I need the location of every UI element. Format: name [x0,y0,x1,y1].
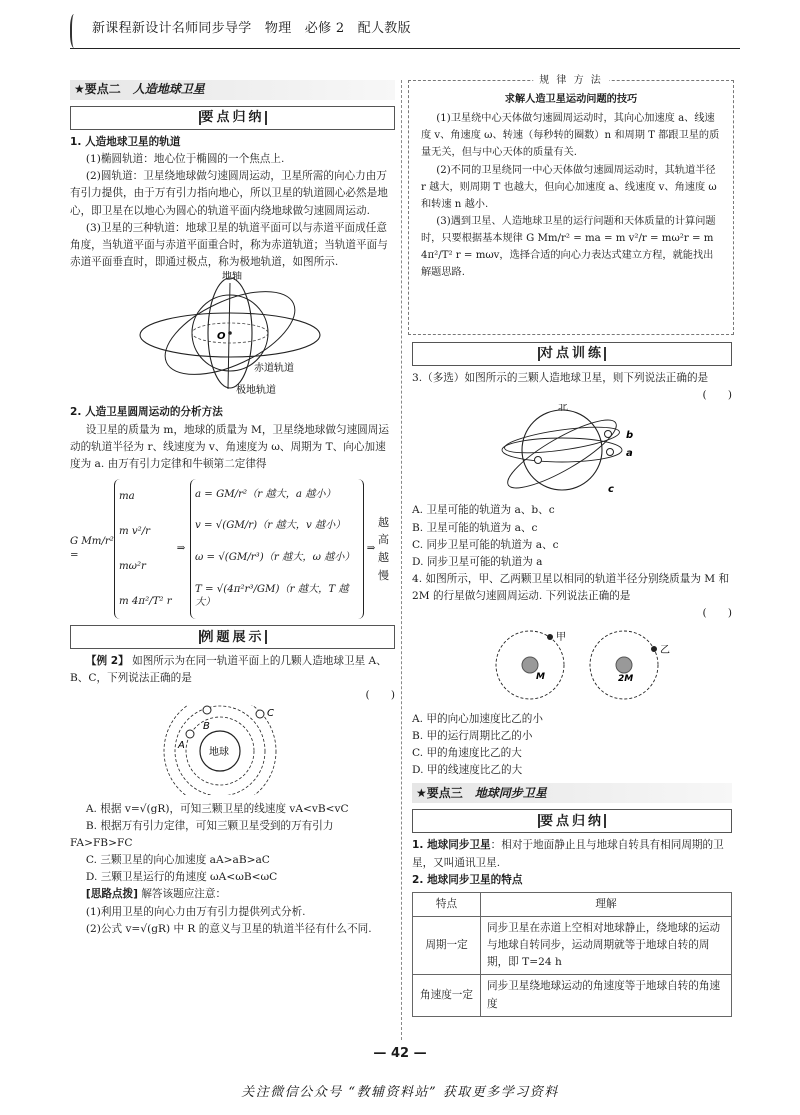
label-c: c [608,484,614,496]
table-row [413,916,732,974]
q3-option-d: D. 同步卫星可能的轨道为 a [412,555,543,568]
sync-def [412,837,732,871]
section1-title: 1. 人造地球卫星的轨道 [70,136,181,148]
q4-option-d: D. 甲的线速度比乙的大 [412,764,523,777]
table-header: 理解 [481,892,732,916]
method-p1: (1)卫星绕中心天体做匀速圆周运动时，其向心加速度 a、线速度 v、角速度 ω、转速（每秒转的圈数）n 和周期 T 都跟卫星的质量无关，但与中心天体的质量有关. [421,113,720,159]
center-label: O [217,331,226,343]
header-brace [70,14,80,48]
q3-option-c: C. 同步卫星可能的轨道为 a、c [412,538,559,551]
label-2m: 2M [618,673,634,684]
q4-paren: ( ) [702,607,732,620]
header-rule [70,48,740,49]
label-c: C [267,707,274,719]
table-cell-value: 同步卫星绕地球运动的角速度等于地球自转的角速度 [481,975,732,1016]
section1-p3: (3)卫星的三种轨道：地球卫星的轨道平面可以与赤道平面成任意角度，当轨道平面与赤道平面重合时，称为赤道轨道；当轨道平面与赤道平面垂直时，即通过极点，称为极地轨道，如图所示. [70,221,388,269]
formula-block [70,475,395,623]
method-tag: 规 律 方 法 [533,73,609,90]
section2-p1: 设卫星的质量为 m，地球的质量为 M，卫星绕地球做匀速圆周运动的轨道半径为 r、线速度为 v、角速度为 ω、周期为 T、向心加速度为 a. 由万有引力定律和牛顿第二定律得 [70,423,389,470]
sync-def-title: 1. 地球同步卫星 [412,839,491,852]
keypoint2-label: ★要点二 [74,82,121,97]
example2-option-d: D. 三颗卫星运行的角速度 ωA<ωB<ωC [85,871,278,884]
example2-question: 如图所示为在同一轨道平面上的几颗人造地球卫星 A、B、C，下列说法正确的是 [70,655,387,685]
formula-opt-2: m v²/r [119,525,151,537]
right-column [412,342,732,1017]
hint-label: [思路点拨] [85,888,138,901]
axis-label: 地轴 [222,271,242,283]
example2-option-a: A. 根据 v=√(gR)，可知三颗卫星的线速度 vA<vB<vC [85,802,349,815]
example2-paren: ( ) [365,689,395,702]
satellite-jia [547,634,553,640]
q3-option-a: A. 卫星可能的轨道为 a、b、c [412,504,555,517]
column-divider [401,80,402,1040]
method-box [408,75,734,335]
polar-label: 极地轨道 [236,385,276,397]
satellite-a [186,730,194,738]
q4-option-a: A. 甲的向心加速度比乙的小 [412,712,543,725]
q3-figure [412,404,732,496]
satellite-b [605,431,612,438]
formula-options [114,479,172,619]
formula-result-1: a = GM/r²（r 越大，a 越小） [195,488,336,500]
formula-conclusion: 越高越慢 [378,515,389,582]
table-header-row [413,892,732,916]
method-p2: (2)不同的卫星绕同一中心天体做匀速圆周运动时，其轨道半径 r 越大，则周期 T 也越大，但向心加速度 a、线速度 v、角速度 ω 和转速 n 越小. [421,164,717,210]
satellite-c [256,710,264,718]
table-header: 特点 [413,892,481,916]
label-a: a [626,448,633,460]
table-row [413,975,732,1016]
satellite-b [203,706,211,714]
banner-example: 例题展示 [70,625,395,649]
table-cell-value: 同步卫星在赤道上空相对地球静止，绕地球的运动与地球自转同步，运动周期就等于地球自转的周期，即 T=24 h [481,916,732,974]
formula-results [190,479,364,619]
satellite-a [607,449,614,456]
hint-text: 解答该题应注意： [141,888,227,901]
north-label: 北 [558,404,568,414]
formula-opt-3: mω²r [119,560,146,572]
q3-text: 3.（多选）如图所示的三颗人造地球卫星，则下列说法正确的是 [412,372,709,384]
q4-figure [412,623,732,705]
method-p3: (3)遇到卫星、人造地球卫星的运行问题和天体质量的计算问题时，只要根据基本规律 G Mm/r² = ma = m v²/r = mω²r = m 4π²/T² r = mωv，选择合适的向心力表达式建立方程，就能找出解题思路. [421,215,716,279]
label-jia: 甲 [556,631,566,643]
features-table [412,892,732,1017]
center-point [228,331,232,335]
label-b: b [626,430,634,442]
example2-option-c: C. 三颗卫星的向心加速度 aA>aB>aC [85,854,270,867]
formula-result-3: ω = √(GM/r³)（r 越大，ω 越小） [195,552,355,564]
hint [70,886,395,903]
section1-p2: (2)圆轨道：卫星绕地球做匀速圆周运动，卫星所需的向心力由万有引力提供，由于万有引力指向地心，所以卫星的轨道圆心必然是地心，即卫星在以地心为圆心的轨道平面内绕地球做匀速圆周运动. [70,170,388,217]
sync-features-title: 2. 地球同步卫星的特点 [412,873,523,886]
header-title: 新课程新设计名师同步导学 物理 必修 2 配人教版 [92,21,411,36]
arrow-icon: ⇒ [366,543,376,555]
planet-2m [616,657,632,673]
label-b: B [203,720,210,732]
arrow-icon: ⇒ [176,543,186,555]
method-title: 求解人造卫星运动问题的技巧 [504,94,638,105]
formula-opt-1: ma [119,490,135,502]
keypoint3-title: 地球同步卫星 [474,785,547,800]
table-cell-key: 角速度一定 [413,975,481,1016]
keypoint3-label: ★要点三 [416,785,463,800]
formula-result-2: v = √(GM/r)（r 越大，v 越小） [195,520,346,532]
page-number: — 42 — [373,1046,427,1061]
example2-label: 【例 2】 [85,655,129,668]
hint-2: (2)公式 v=√(gR) 中 R 的意义与卫星的轨道半径有什么不同. [85,922,372,935]
planet-m [522,657,538,673]
banner-summary-2: 要点归纳 [412,809,732,833]
q3-option-b: B. 卫星可能的轨道为 a、c [412,521,538,534]
satellite-c [535,457,542,464]
section2-title: 2. 人造卫星圆周运动的分析方法 [70,406,223,419]
keypoint2-bar [70,80,395,100]
label-yi: 乙 [660,644,670,656]
keypoint2-title: 人造地球卫星 [132,82,205,97]
table-cell-key: 周期一定 [413,916,481,974]
equator-label: 赤道轨道 [254,363,294,375]
formula-left: G Mm/r² = [70,536,114,562]
orbit-b [503,422,621,458]
section1-p1: (1)椭圆轨道：地心位于椭圆的一个焦点上. [85,153,285,166]
example2-option-b: B. 根据万有引力定律，可知三颗卫星受到的万有引力 FA>FB>FC [70,819,334,849]
formula-opt-4: m 4π²/T² r [119,595,172,607]
example2-figure [70,705,395,795]
q4-option-b: B. 甲的运行周期比乙的小 [412,729,533,742]
banner-summary: 要点归纳 [70,106,395,130]
earth-label: 地球 [209,746,229,758]
sync-def-text: ：相对于地面静止且与地球自转具有相同周期的卫星，又叫通讯卫星. [412,839,724,869]
left-column [70,80,395,938]
banner-training: 对点训练 [412,342,732,366]
orbit-types-figure [70,271,395,396]
formula-result-4: T = √(4π²r³/GM)（r 越大，T 越大） [195,583,349,609]
label-a: A [178,739,185,751]
q4-text: 4. 如图所示，甲、乙两颗卫星以相同的轨道半径分别绕质量为 M 和 2M 的行星做匀速圆周运动. 下列说法正确的是 [412,573,730,603]
hint-1: (1)利用卫星的向心力由万有引力提供列式分析. [85,905,306,918]
q3-paren: ( ) [702,389,732,402]
example2-text [70,653,395,687]
footer-note: 关注微信公众号 “教辅资料站” 获取更多学习资料 [241,1085,559,1100]
keypoint3-bar [412,783,732,803]
satellite-yi [651,646,657,652]
q4-option-c: C. 甲的角速度比乙的大 [412,747,522,760]
label-m: M [536,671,545,682]
